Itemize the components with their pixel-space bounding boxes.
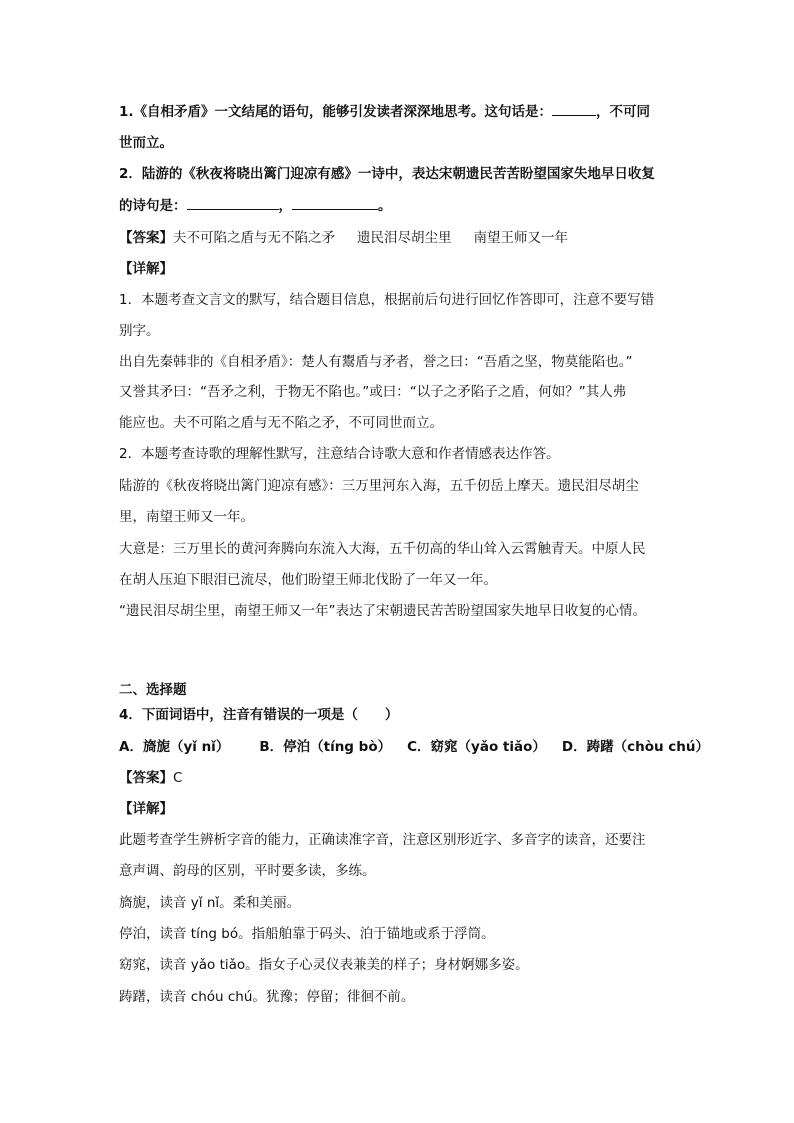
question-2-comma: ， (278, 198, 292, 214)
fill-blank (292, 197, 378, 210)
detail-label: 【详解】 (119, 261, 173, 277)
fill-blank (187, 197, 279, 210)
question-4-options (119, 737, 710, 757)
answer-1-item-2: 遗民泪尽胡尘里 (357, 230, 452, 246)
option-b: B．停泊（tíng bò） (259, 739, 392, 755)
answer-label: 【答案】 (119, 230, 173, 246)
answer-1-item-1: 夫不可陷之盾与无不陷之矛 (173, 230, 335, 246)
question-2-period: 。 (378, 198, 392, 214)
detail-1-line: 又誉其矛曰：“吾矛之利，于物无不陷也。”或曰：“以子之矛陷子之盾，何如？”其人弗 (119, 384, 627, 400)
detail-4-line: 意声调、韵母的区别，平时要多读，多练。 (119, 863, 376, 879)
question-1-line-1 (119, 102, 679, 122)
answer-label: 【答案】 (119, 770, 173, 786)
detail-1-line: 别字。 (119, 323, 160, 339)
option-c: C．窈窕（yǎo tiǎo） (407, 739, 546, 755)
detail-1-line: 出自先秦韩非的《自相矛盾》：楚人有鬻盾与矛者，誉之曰：“吾盾之坚，物莫能陷也。” (119, 354, 633, 370)
detail-4-line: 踌躇，读音 chóu chú。犹豫；停留；徘徊不前。 (119, 989, 415, 1005)
section-heading: 二、选择题 (119, 682, 187, 698)
detail-4-line: 此题考查学生辨析字音的能力，正确读准字音，注意区别形近字、多音字的读音，还要注 (119, 832, 646, 848)
answer-1-item-3: 南望王师又一年 (473, 230, 568, 246)
detail-1-line: 陆游的《秋夜将晓出篱门迎凉有感》：三万里河东入海，五千仞岳上摩天。遗民泪尽胡尘 (119, 478, 639, 494)
detail-4-line: 旖旎，读音 yǐ nǐ。柔和美丽。 (119, 895, 301, 911)
answer-4-line (119, 768, 679, 788)
question-1-line-2: 世而立。 (119, 135, 173, 151)
question-2-text: 的诗句是： (119, 198, 187, 214)
detail-4-line: 窈窕，读音 yǎo tiǎo。指女子心灵仪表兼美的样子；身材婀娜多姿。 (119, 957, 529, 973)
detail-4-line: 停泊，读音 tíng bó。指船舶靠于码头、泊于锚地或系于浮筒。 (119, 926, 495, 942)
detail-1-line: 1．本题考查文言文的默写，结合题目信息，根据前后句进行回忆作答即可，注意不要写错 (119, 292, 655, 308)
answer-4-value: C (173, 770, 183, 786)
option-a: A．旖旎（yǐ nǐ） (119, 739, 230, 755)
fill-blank (552, 103, 596, 116)
question-4: 4．下面词语中，注音有错误的一项是（ ） (119, 707, 399, 723)
detail-1-line: 里，南望王师又一年。 (119, 509, 254, 525)
detail-label: 【详解】 (119, 801, 173, 817)
question-1-text-after: ，不可同 (596, 104, 651, 120)
detail-1-line: 能应也。夫不可陷之盾与无不陷之矛，不可同世而立。 (119, 415, 443, 431)
detail-1-line: 在胡人压迫下眼泪已流尽，他们盼望王师北伐盼了一年又一年。 (119, 572, 497, 588)
detail-1-line: “遗民泪尽胡尘里，南望王师又一年”表达了宋朝遗民苦苦盼望国家失地早日收复的心情。 (119, 603, 646, 619)
answer-1-line (119, 228, 679, 248)
question-2-line-1: 2．陆游的《秋夜将晓出篱门迎凉有感》一诗中，表达宋朝遗民苦苦盼望国家失地早日收复 (119, 166, 655, 182)
detail-1-line: 大意是：三万里长的黄河奔腾向东流入大海，五千仞高的华山耸入云霄触青天。中原人民 (119, 541, 646, 557)
question-2-line-2 (119, 196, 679, 216)
option-d: D．踌躇（chòu chú） (561, 739, 710, 755)
question-1-text: 1.《自相矛盾》一文结尾的语句，能够引发读者深深地思考。这句话是： (119, 104, 553, 120)
detail-1-line: 2．本题考查诗歌的理解性默写，注意结合诗歌大意和作者情感表达作答。 (119, 446, 560, 462)
